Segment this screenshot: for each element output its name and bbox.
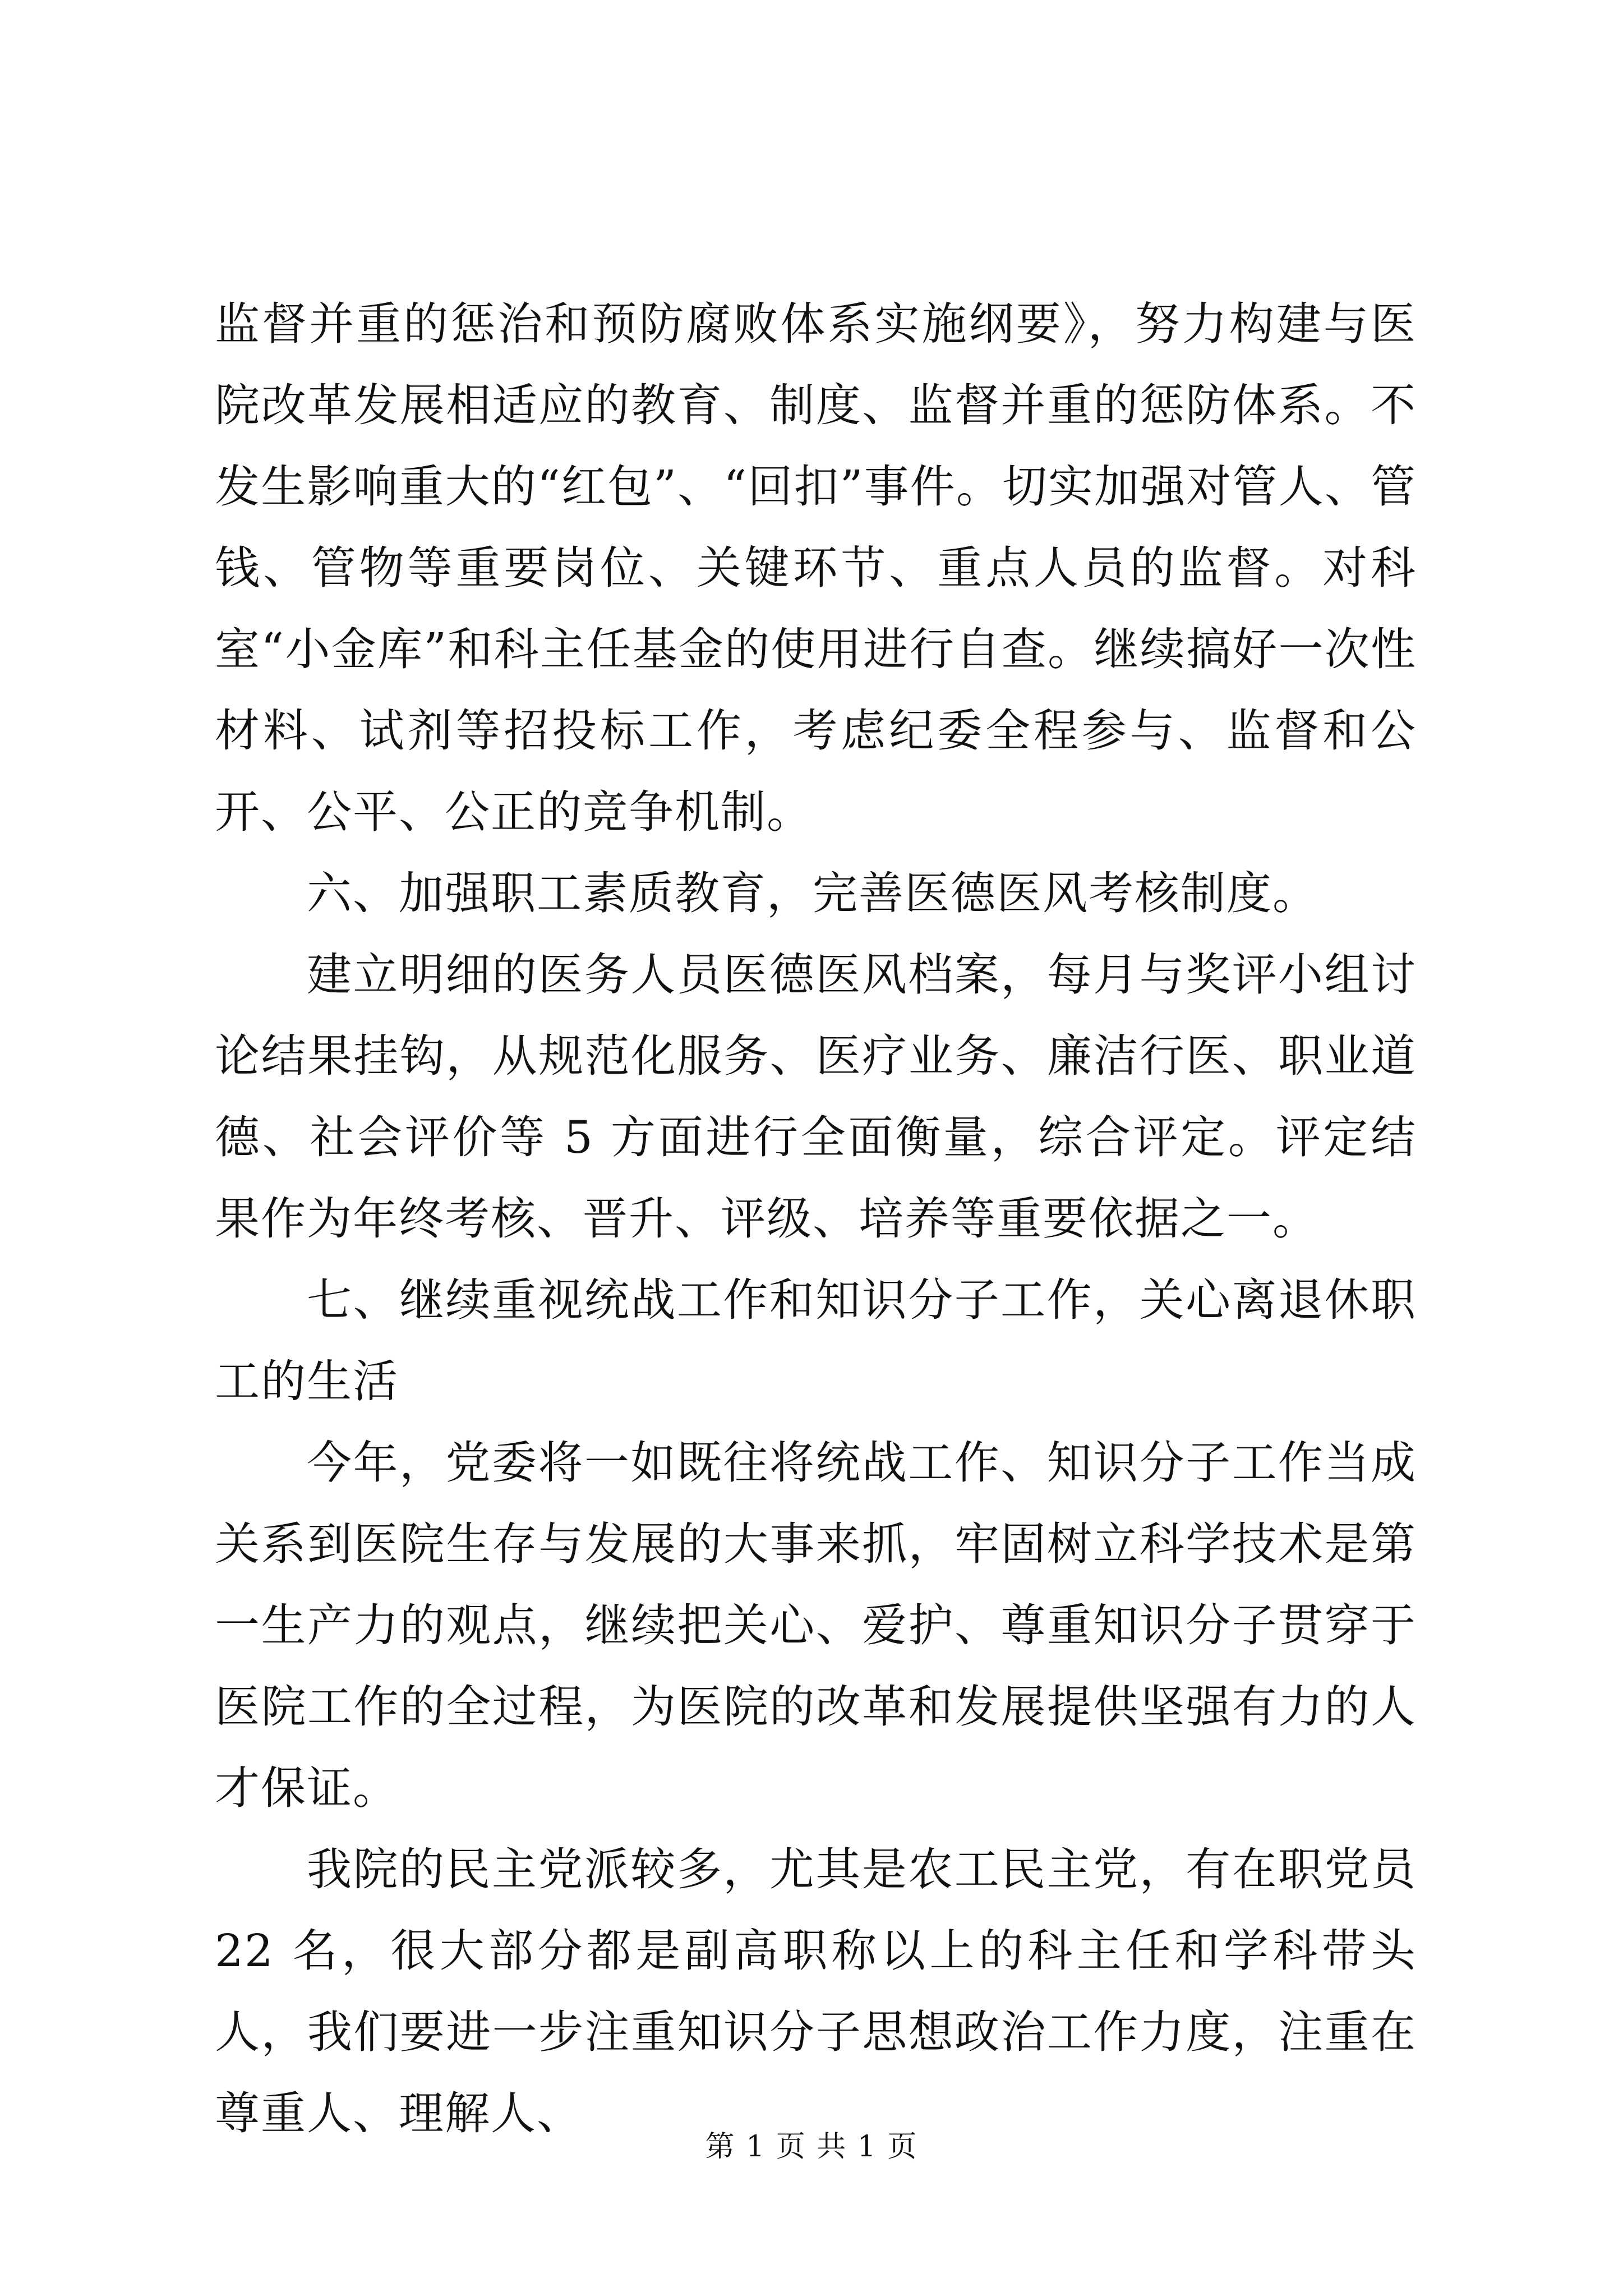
page-footer: 第 1 页 共 1 页 xyxy=(705,2130,918,2164)
section-heading-6: 六、加强职工素质教育，完善医德医风考核制度。 xyxy=(307,867,1318,919)
paragraph-3: 建立明细的医务人员医德医风档案，每月与奖评小组讨论结果挂钩，从规范化服务、医疗业务、廉洁行医、职业道德、社会评价等 5 方面进行全面衡量，综合评定。评定结果作为年终考核、晋升、评级、培养等重要依据之一。 xyxy=(215,949,1417,1245)
paragraph-5: 今年，党委将一如既往将统战工作、知识分子工作当成关系到医院生存与发展的大事来抓，牢固树立科学技术是第一生产力的观点，继续把关心、爱护、尊重知识分子贯穿于医院工作的全过程，为医院的改革和发展提供坚强有力的人才保证。 xyxy=(215,1437,1417,1814)
paragraph-6: 我院的民主党派较多，尤其是农工民主党，有在职党员 22 名，很大部分都是副高职称以上的科主任和学科带头人，我们要进一步注重知识分子思想政治工作力度，注重在尊重人、理解人、 xyxy=(215,1843,1417,2139)
document-body xyxy=(215,283,1417,2154)
paragraph-1: 监督并重的惩治和预防腐败体系实施纲要》，努力构建与医院改革发展相适应的教育、制度、监督并重的惩防体系。不发生影响重大的“红包”、“回扣”事件。切实加强对管人、管钱、管物等重要岗位、关键环节、重点人员的监督。对科室“小金库”和科主任基金的使用进行自查。继续搞好一次性材料、试剂等招投标工作，考虑纪委全程参与、监督和公开、公平、公正的竞争机制。 xyxy=(215,298,1417,838)
section-heading-7: 七、继续重视统战工作和知识分子工作，关心离退休职工的生活 xyxy=(215,1274,1417,1407)
